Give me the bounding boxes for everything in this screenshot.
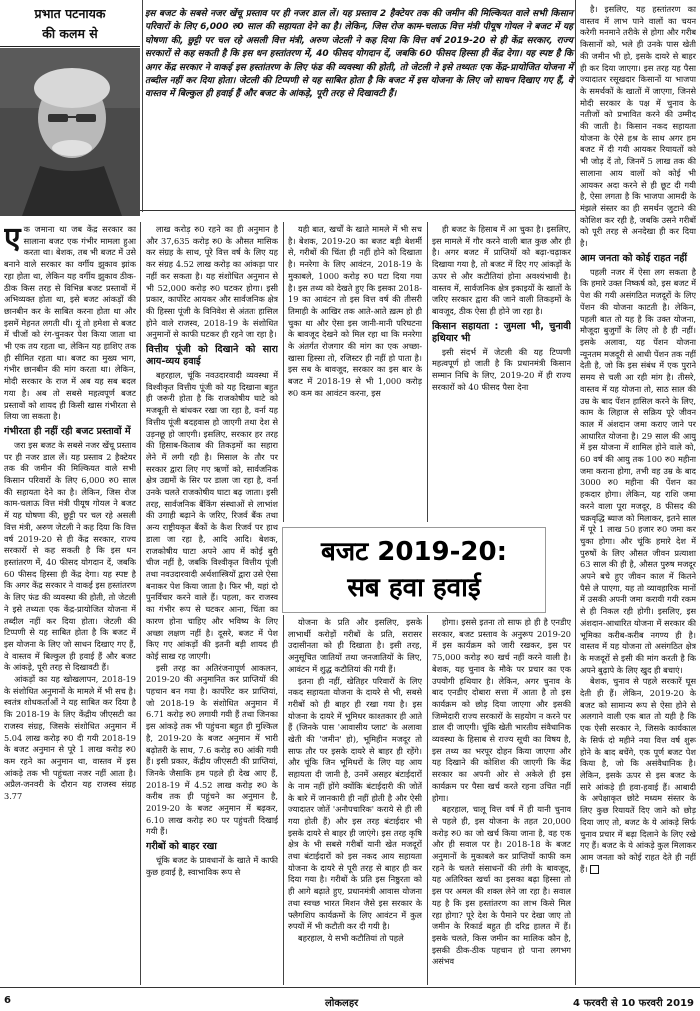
paragraph: [288, 933, 422, 945]
article-column-1: [4, 224, 136, 986]
paragraph: [288, 224, 422, 400]
headline-box: [282, 527, 546, 613]
section-heading-text: वित्तीय पूंजी को दिखाने को सारा आय-व्यय हवाई: [146, 344, 278, 368]
paragraph-text: बहरहाल, चालू वित्त वर्ष में ही यानी चुनाव से पहले ही, इस योजना के तहत 20,000 करोड़ रु0 का जो खर्च किया जाना है, वह एक और ही सवाल पर है। 2018-18 के बजट अनुमानों के मुकाबले कर प्राप्तियों काफी कम रहने के चलते संसाधनों की तंगी के बावजूद, यह अतिरिक्त खर्चा का इसका बढ़ा हिस्सा तो इस पर अमल की शक्ल लेने जा रहा है। सवाल यह है कि इस हस्तांतरण का लाभ किसे मिल रहा होगा? पूरे देश के पैमाने पर देखा जाए तो जमीन के रिकार्ड बहुत ही दरिद्र हालत में हैं। इसके चलते, किस जमीन का मालिक कौन है, इसकी ठीक-ठीक पहचान हो पाना लगभग असंभव: [432, 804, 571, 967]
paragraph: [4, 224, 136, 423]
section-heading-text: किसान सहायता : जुमला भी, चुनावी हथियार भी: [432, 320, 571, 344]
paragraph-text: पहली नजर में ऐसा लग सकता है कि हमारे उक्त निष्कर्ष को, इस बजट में पेश की गयी असंगठित मजदूरों के लिए पेंशन की योजना काटती है। लेकिन, पहली बात तो यह है कि उक्त योजना, मौजूदा बुजुर्गों के लिए तो है ही नहीं। इसके अलावा, यह पेंशन योजना न्यूनतम मजदूरी से आधी पेंशन तक नहीं देती है, जो कि इस संबंध में एक पुराने समय से चली आ रही मांग है। तीसरे, वास्तव में यह योजना तो, साठ साल की उम्र के बाद पेंशन हासिल करने के लिए, काम के लिहाज से सक्रिय पूरे जीवन काल में अंशदान जमा कराए जाने पर आधारित योजना है। 29 साल की आयु में इस योजना में शामिल होने वाले को, 60 वर्ष की आयु तक 100 रु0 महीना जमा कराना होगा, तभी वह उम्र के बाद 3000 रु0 महीना की पेंशन का हकदार होगा। लेकिन, यह राशि जमा करने वाला पूरा मजदूर, 8 फीसद की चक्रवृद्धि ब्याज को मिलाकर, इतने साल में पूरे 1 लाख 50 हजार रु0 जमा कर चुका होगा। और चूंकि हमारे देश में पुरुषों के लिए औसत जीवन प्रत्याशा 63 साल की ही है, औसत पुरुष मजदूर अपने बचे हुए जीवन काल में कितने पैसे ले पाएगा, यह तो व्यावहारिक मानों में उसकी अपनी जमा करायी गयी रकम से ही निकल रही होगी। इसलिए, इस अंशदान-आधारित योजना में सरकार की भूमिका करीब-करीब नगण्य ही है। वास्तव में यह योजना तो असंगठित क्षेत्र के मजदूरों से इसी की मांग करती है कि अपने बुढ़ापे के लिए खुद ही बचाएं।: [580, 266, 696, 675]
drop-cap: ए: [4, 224, 21, 256]
article-column-3-top: [288, 224, 422, 520]
section-heading: [146, 841, 278, 853]
paragraph: [146, 855, 278, 878]
issue-date: 4 फरवरी से 10 फरवरी 2019: [573, 998, 694, 1009]
paragraph: [146, 370, 278, 663]
section-heading: [580, 253, 696, 265]
paragraph-text: ही बजट के हिसाब में आ चुका है। इसलिए, इस मामले में गौर करने वाली बात कुछ और ही है। अगर बजट में प्राप्तियों को बढ़ा-चढ़ाकर दिखाया गया है, तो बजट में दिए गए आंकड़ों के ऊपर से और कटौतियां होना अवश्यंभावी है। वास्तव में, सार्वजनिक क्षेत्र इकाइयों के खातों के जरिए सरकार द्वारा की जाने वाली तिकड़मों के बावजूद, ठीक ऐसा ही होने जा रहा है।: [432, 224, 571, 316]
paragraph: [432, 804, 571, 968]
column-rule: [427, 615, 428, 985]
column-rule: [283, 222, 284, 522]
headline-line-2: सब हवा हवाई: [347, 573, 481, 603]
paragraph-text: बेशक, चुनाव से पहले सरकारें घूस देती ही हैं। लेकिन, 2019-20 के बजट को सामान्य रूप से ऐसा होने से अलगाने वाली एक बात तो यही है कि एक ऐसी सरकार ने, जिसके कार्यकाल के सिर्फ दो महीने नया वित्त वर्ष शुरू होने के बाद बचेंगे, एक पूर्ण बजट पेश किया है, जो कि असंवैधानिक है। लेकिन, इसके ऊपर से इस बजट के सारे आंकड़े ही हवा-हवाई हैं। आबादी के अपेक्षाकृत छोटे मध्यम संस्तर के लिए कुछ रियायतें दिए जाने को छोड़ दिया जाए तो, बजट के ये आंकड़े सिर्फ चुनाव प्रचार में बढ़ा दिलाने के लिए रखे गए हैं। बजट के ये आंकड़े कुल मिलाकर आम जनता को कोई राहत देते ही नहीं हैं।: [580, 676, 696, 874]
page-number: 6: [4, 995, 11, 1006]
paragraph: [288, 676, 422, 933]
column-rule: [142, 0, 143, 212]
paragraph: [580, 676, 696, 875]
paragraph-text: योजना के प्रति और इसलिए, इसके लाभार्थी करोड़ों गरीबों के प्रति, सरासर उदासीनता को ही दिखाता है। इसी तरह, अनुसूचित जातियों तथा जनजातियों के लिए, आवंटन में शुद्ध कटौतियां की गयी हैं।: [288, 617, 422, 674]
paragraph: [146, 663, 278, 839]
author-box: [0, 0, 140, 47]
paragraph-text: इसी तरह का अतिरंजनापूर्ण आकलन, 2019-20 की अनुमानित कर प्राप्तियों की पहचान बन गया है। कार्पोरेट कर प्राप्तियां, जो 2018-19 के संशोधित अनुमान में 6.71 करोड़ रु0 लगायी गयी हैं तथा जिनका इस आंकड़े तक भी पहुंचना बहुत ही मुश्किल है, 2019-20 के बजट अनुमान में भारी बढ़ोतरी के साथ, 7.6 करोड़ रु0 आंकी गयी हैं। इसी प्रकार, केंद्रीय जीएसटी की प्राप्तियां, जिनके जैसाकि हम पहले ही देख आए हैं, 2018-19 में 4.52 लाख करोड़ रु0 के करीब तक ही पहुंचने का अनुमान है, 2019-20 के बजट अनुमान में बढ़कर, 6.10 लाख करोड़ रु0 पर पहुंचती दिखाई गयी हैं।: [146, 662, 278, 837]
column-rule: [283, 615, 284, 985]
author-name: प्रभात पटनायक: [34, 6, 106, 21]
column-rule: [140, 222, 141, 985]
section-heading-text: आम जनता को कोई राहत नहीं: [580, 252, 687, 264]
section-heading-text: गंभीरता ही नहीं रही बजट प्रस्तावों में: [4, 425, 131, 437]
author-portrait-image: [0, 48, 140, 216]
paragraph-text: क जमाना था जब केंद्र सरकार का सालाना बजट एक गंभीर मामला हुआ करता था। बेशक, तब भी बजट में उसे बनाने वाले सरकार का वर्गीय झुकाव झांक रहा होता था, लेकिन यह वर्गीय झुकाव ठीक-ठीक किस तरह से विभिन्न बजट प्रस्तावों में अभिव्यक्त होता था, इसे बजट आंकड़ों की छानबीन कर के साबित करना होता था और इसमें मेहनत लगती थी। यूं तो हमेशा से बजट में चीजों को रंग-चुनकर पेश किया जाता था भी एक तय रहता था, लेकिन यह हाशिए तक ही सीमित रहता था। बजट का मुख्य भाग, गंभीर छानबीन की मांग करता था। लेकिन, मोदी सरकार के राज में अब यह सब बदल गया है। अब तो सबसे महत्वपूर्ण बजट प्रस्तावों को शायद ही किसी खास गंभीरता से लिया जा सकता है।: [4, 224, 136, 422]
article-column-4-bottom: [432, 617, 571, 985]
paragraph-text: लाख करोड़ रु0 रहने का ही अनुमान है और 37,635 करोड़ रु0 के औसत मासिक कर संग्रह के साथ, पूरे वित्त वर्ष के लिए यह कर संग्रह 4.52 लाख करोड़ का आंकड़ा पार नहीं कर सकता है। यह संशोधित अनुमान से भी 52,000 करोड़ रु0 घटकर होगा। इसी प्रकार, कार्पोरेट आयकर और सार्वजनिक क्षेत्र की हिस्सा पूंजी के विनिवेश से अंततः हासिल होने वाले राजस्व, 2018-19 के संशोधित अनुमानों से काफी घटकर ही रहने जा रहा है।: [146, 224, 278, 340]
section-heading: [146, 344, 278, 368]
section-heading: [432, 321, 571, 345]
paragraph: [580, 4, 696, 250]
section-heading: [4, 426, 136, 438]
paragraph: [432, 347, 571, 394]
paragraph-text: जरा इस बजट के सबसे नजर खेंचू प्रस्ताव पर ही नजर डाल लें। यह प्रस्ताव 2 हैक्टेयर तक की जमीन की मिल्कियत वाले सभी किसान परिवारों के लिए 6,000 रु0 साल की सहायता देने का है। लेकिन, जिस रोज काम-चलाऊ वित्त मंत्री पीयूष गोयल ने बजट में यह घोषणा की, छुट्टी पर चल रहे असली वित्त मंत्री, अरुण जेटली ने कह दिया कि वित्त वर्ष 2019-20 से ही केंद्र सरकार, राज्य सरकारों से कह सकती है कि इस धन हस्तांतरण में, 40 फीसद योगदान दें, जबकि 60 फीसद हिस्सा ही केंद्र देगा। यह स्पष्ट है कि अगर केंद्र सरकार ने वाकई इस हस्तांतरण के लिए फंड की व्यवस्था की होती, तो जेटली ने इसे तथ्यतः एक केंद्र-प्रायोजित योजना में तब्दील नहीं कर दिया होता। जेटली की टिप्पणी से यह साबित होता है कि बजट में इस योजना के लिए जो साधन दिखाए गए हैं, वे वास्तव में बिल्कुल ही हवाई हैं और बजट के आंकड़े, पूरी तरह से दिखावटी हैं।: [4, 439, 136, 673]
paragraph: [580, 267, 696, 677]
paragraph-text: इसी संदर्भ में जेटली की यह टिप्पणी महत्वपूर्ण हो जाती है कि प्रधानमंत्री किसान सम्मान निधि के लिए, 2019-20 में ही राज्य सरकारों को 40 फीसद पैसा देना: [432, 346, 571, 392]
headline: [283, 534, 545, 606]
paragraph: [4, 440, 136, 674]
paragraph-text: चूंकि बजट के प्रावधानों के खाते में काफी कुछ हवाई है, स्वाभाविक रूप से: [146, 855, 278, 877]
paragraph-text: यही बात, खर्चों के खाते मामले में भी सच है। बेशक, 2019-20 का बजट बड़ी बेशर्मी से, गरीबों की चिंता ही नहीं होने को दिखाता है। मनरेगा के लिए आवंटन, 2018-19 के मुकाबले, 1000 करोड़ रु0 घटा दिया गया है। इस तथ्य को देखते हुए कि इसका 2018-19 का आवंटन तो इस वित्त वर्ष की तीसरी तिमाही के आखिर तक आते-आते ख़त्म हो ही चुका था और ऐसा इस जानी-मानी परिघटना के बावजूद देखने को मिल रहा था कि मनरेगा के अंतर्गत रोजगार की मांग का एक अच्छा-खासा हिस्सा तो, रजिस्टर ही नहीं हो पाता है। इस सब के बावजूद, सरकार का इस बार के बजट में 2018-19 से भी 1,000 करोड़ रु0 कम का आवंटन करना, इस: [288, 224, 422, 398]
author-byline: की कलम से: [42, 26, 98, 41]
paragraph-text: बहरहाल, चूंकि नवउदारवादी व्यवस्था में विश्वीकृत वित्तीय पूंजी को यह दिखाना बहुत ही जरूरी होता है कि राजकोषीय घाटे को मजबूती से बांधकर रखा जा रहा है, वर्ना यह वित्तीय पूंजी बदहवास हो जाएगी तथा देश से उड़नछू हो जाएगी। इसलिए, सरकार हर तरह की हिसाब-किताब की तिकड़मों का सहारा लेने में लगी रही है। मिसाल के तौर पर सरकार द्वारा लिए गए ऋणों को, सार्वजनिक क्षेत्र उद्यमों के सिर पर डाला जा रहा है, वर्ना उनके चलते राजकोषीय घाटा बढ़ जाता। इसी तरह, सार्वजनिक बैंकिंग संस्थाओं से लाभांश की उगाही बढ़ाने के जरिए, रिजर्व बैंक तथा अन्य राष्ट्रीयकृत बैंकों के कैश रिजर्व पर हाथ डाला जा रहा है, आदि आदि। बेशक, राजकोषीय घाटा अपने आप में कोई बुरी चीज नहीं है, जबकि विश्वीकृत वित्तीय पूंजी तथा नवउदारवादी अर्थशास्त्रियों द्वारा उसे ऐसा बनाकर पेश किया जाता है। फिर भी, यहां दो पुनर्विचार करने वाले हैं। पहला, कर राजस्व का गंभीर रूप से घटकर आना, चिंता का कारण होना चाहिए और भविष्य के लिए अच्छा लक्षण नहीं है। दूसरे, बजट में पेश किए गए आंकड़ों की इतनी बड़ी शायद ही कोई साख रह जाएगी।: [146, 370, 278, 661]
paragraph-text: इतना ही नहीं, खेतिहर परिवारों के लिए नकद सहायता योजना के दायरे से भी, सबसे गरीबों को ही बाहर ही रखा गया है। इस योजना के दायरे में भूमिधर काश्तकार ही आते हैं (जिनके पास 'आवासीय प्लाट' के अलावा खेती की 'जमीन' हो), भूमिहीन मजदूर तो साफ तौर पर इसके दायरे से बाहर ही रहेंगे। और चूंकि जिन भूमिधरों के लिए यह आय सहायता दी जानी है, उनमें असहर बंटाईदारों के नाम नहीं होंगे क्योंकि बंटाईदारी की जोतें के बारे में जानकारी ही नहीं होती है और ऐसी ज्यादातर जोतें 'अनौपचारिक' कराये से ही ली गया होती हैं) और इस तरह बंटाईदार भी इसके दायरे से बाहर ही जाएंगे। इस तरह कृषि क्षेत्र के भी सबसे गरीबों यानी खेत मजदूरों तथा बंटाईदारों को इस नकद आय सहायता योजना के दायरे से पूरी तरह से बाहर ही कर दिया गया है। गरीबों के प्रति इस निष्ठुरता को ही आगे बढ़ाते हुए, प्रधानमंत्री आवास योजना तथा स्वच्छ भारत मिशन जैसे इस सरकार के फ्लैगशिप कार्यक्रमों के लिए आवंटन में कुल रुपयों में भी कटौती कर दी गयी है।: [288, 675, 422, 932]
paragraph-text: बहरहाल, ये सभी कटौतियां तो पहले: [298, 932, 404, 943]
paragraph: [432, 224, 571, 318]
paragraph: [4, 674, 136, 803]
headline-line-1: बजट 2019-20:: [320, 537, 508, 567]
column-rule: [575, 0, 576, 985]
author-photo: [0, 48, 140, 216]
article-column-3-bottom: [288, 617, 422, 985]
paragraph: [288, 617, 422, 676]
paragraph-text: आंकड़ों का यह खोखलापन, 2018-19 के संशोधित अनुमानों के मामले में भी सच है। स्वतंत्र शोधकर्ताओं ने यह साबित कर दिया है कि 2018-19 के लिए केंद्रीय जीएसटी का राजस्व संग्रह, जिसके संशोधित अनुमान में 5.04 लाख करोड़ रु0 दी गयी 2018-19 के बजट अनुमान से पूरे 1 लाख करोड़ रु0 कम रहने का अनुमान था, वास्तव में इस आंकड़े तक भी पहुंचता नजर नहीं आता है। अप्रैल-जनवरी के दौरान यह राजस्व संग्रह 3.77: [4, 674, 136, 802]
intro-summary: इस बजट के सबसे नजर खेंचू प्रस्ताव पर ही नजर डाल लें। यह प्रस्ताव 2 हैक्टेयर तक की जमीन की मिल्कियत वाले सभी किसान परिवारों के लिए 6,000 रु0 साल की सहायता देने का है। लेकिन, जिस रोज काम-चलाऊ वित्त मंत्री पीयूष गोयल ने बजट में यह घोषणा की, छुट्टी पर चल रहे असली वित्त मंत्री, अरुण जेटली ने कह दिया कि वित्त वर्ष 2019-20 से ही केंद्र सरकार, राज्य सरकारों से कह सकती है कि इस धन हस्तांतरण में, 40 फीसद योगदान दें, जबकि 60 फीसद हिस्सा ही केंद्र देगा। यह स्पष्ट है कि अगर केंद्र सरकार ने वाकई इस हस्तांतरण के लिए फंड की व्यवस्था की होती, तो जेटली ने इसे तथ्यतः एक केंद्र-प्रायोजित योजना में तब्दील नहीं कर दिया होता। जेटली की टिप्पणी से यह साबित होता है कि बजट में इस योजना के लिए जो साधन दिखाए गए हैं, वे वास्तव में बिल्कुल ही हवाई हैं और बजट के आंकड़े, पूरी तरह से दिखावटी हैं।: [145, 9, 573, 100]
article-column-2: [146, 224, 278, 986]
newspaper-name: लोकलहर: [325, 998, 359, 1009]
article-column-5: [580, 4, 696, 988]
column-rule: [427, 222, 428, 522]
end-of-article-mark: [590, 865, 599, 874]
section-heading-text: गरीबों को बाहर रखा: [146, 841, 217, 853]
paragraph: [432, 617, 571, 804]
article-column-4-top: [432, 224, 571, 520]
paragraph-text: होगा। इससे इतना तो साफ हो ही है एनडीए सरकार, बजट प्रस्ताव के अनुरूप 2019-20 में इस कार्यक्रम को जारी रखकर, इस पर 75,000 करोड़ रु0 खर्च नहीं करने वाली है। बेशक, यह चुनाव के मौके पर प्रचार का एक उपयोगी हथियार है। लेकिन, अगर चुनाव के बाद एनडीए दोबारा सत्ता में आता है तो इस कार्यक्रम को छोड़ दिया जाएगा और इसकी जिम्मेदारी राज्य सरकारों के सहयोग न करने पर डाल दी जाएगी। चूंकि खेती भारतीय संवैधानिक व्यवस्था के हिसाब से राज्य सूची का विषय है, इस तथ्य का भरपूर दोहन किया जाएगा और यह दिखाने की कोशिश की जाएगी कि केंद्र सरकार का अपनी ओर से अकेले ही इस कार्यक्रम पर पैसा खर्च करते रहना उचित नहीं होगा।: [432, 617, 571, 803]
intro-divider: [140, 210, 575, 211]
paragraph: [146, 224, 278, 341]
paragraph-text: है। इसलिए, यह हस्तांतरण का वास्तव में लाभ पाने वालों का चयन करेगी मनमाने तरीके से होगा और गरीब किसानों को, भले ही उनके पास खेती की जमीन भी हो, इसके दायरे से बाहर ही कर दिया जाएगा। इस तरह यह पैसा ज्यादातर रसूखदार किसानों या भाजपा के समर्थकों के खातों में जाएगा, जिनसे मोदी सरकार के पक्ष में चुनाव के नतीजों को प्रभावित करने की उम्मीद की जाती है। किसान नकद सहायता योजना के ऐसे हश्र के साथ अगर हम बजट में दी गयी आयकर रियायतों को भी जोड़ दें तो, जिनमें 5 लाख तक की सालाना आय वालों को कोई भी आयकर अदा करने से ही छूट दी गयी है, ऐसा लगता है कि भाजपा आमदी के मंझले संस्तर का ही समर्थन जुटाने की कोशिश कर रही है, जबकि उसने गरीबों को पूरी तरह से अनदेखा ही कर दिया है।: [580, 4, 696, 249]
